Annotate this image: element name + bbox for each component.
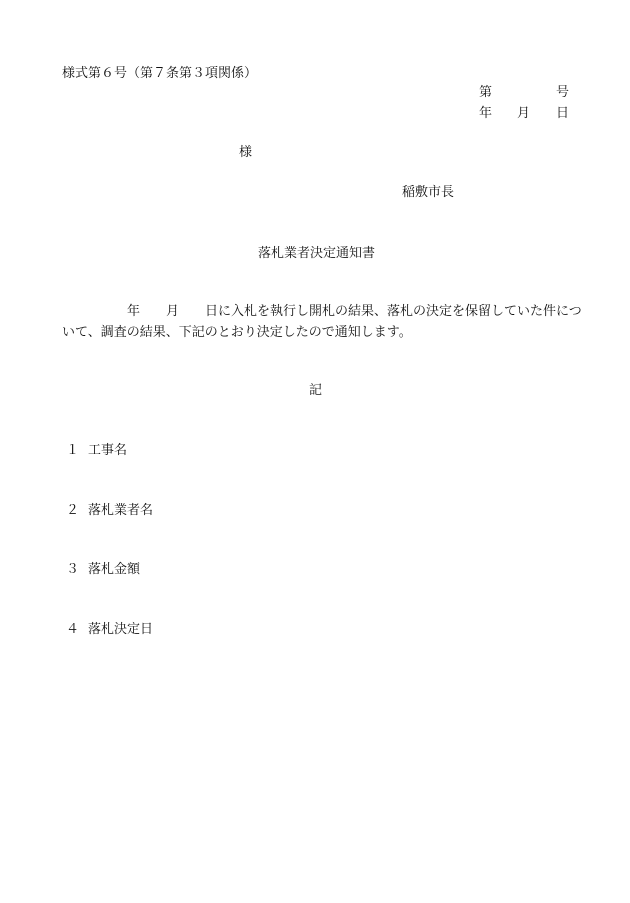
body-line-1-text: 日に入札を執行し開札の結果、落札の決定を保留していた件につ (205, 304, 582, 319)
list-item-number: １ (66, 443, 80, 458)
date-day-label: 日 (556, 106, 570, 121)
list-item-winning-amount (66, 563, 140, 576)
body-month-label: 月 (166, 304, 180, 319)
list-item-number: ２ (66, 503, 80, 518)
body-year-label: 年 (127, 304, 141, 319)
date-month-label: 月 (517, 106, 531, 121)
list-item-label: 落札金額 (88, 562, 141, 577)
body-text-line-1 (62, 304, 582, 319)
list-item-decision-date (66, 623, 153, 636)
document-number-prefix: 第 (479, 85, 493, 100)
list-item-construction-name (66, 444, 127, 457)
document-number-suffix: 号 (556, 85, 570, 100)
ki-heading: 記 (309, 383, 323, 398)
date-year-label: 年 (479, 106, 493, 121)
list-item-label: 落札決定日 (88, 622, 154, 637)
recipient-honorific: 様 (239, 145, 253, 160)
sender-name: 稲敷市長 (402, 185, 455, 200)
form-identifier: 様式第６号（第７条第３項関係） (62, 66, 258, 81)
list-item-number: ４ (66, 622, 80, 637)
list-item-label: 工事名 (88, 443, 128, 458)
list-item-winning-bidder (66, 504, 153, 517)
list-item-label: 落札業者名 (88, 503, 154, 518)
list-item-number: ３ (66, 562, 80, 577)
document-title: 落札業者決定通知書 (258, 246, 376, 261)
body-text-line-2: いて、調査の結果、下記のとおり決定したので通知します。 (62, 325, 412, 340)
